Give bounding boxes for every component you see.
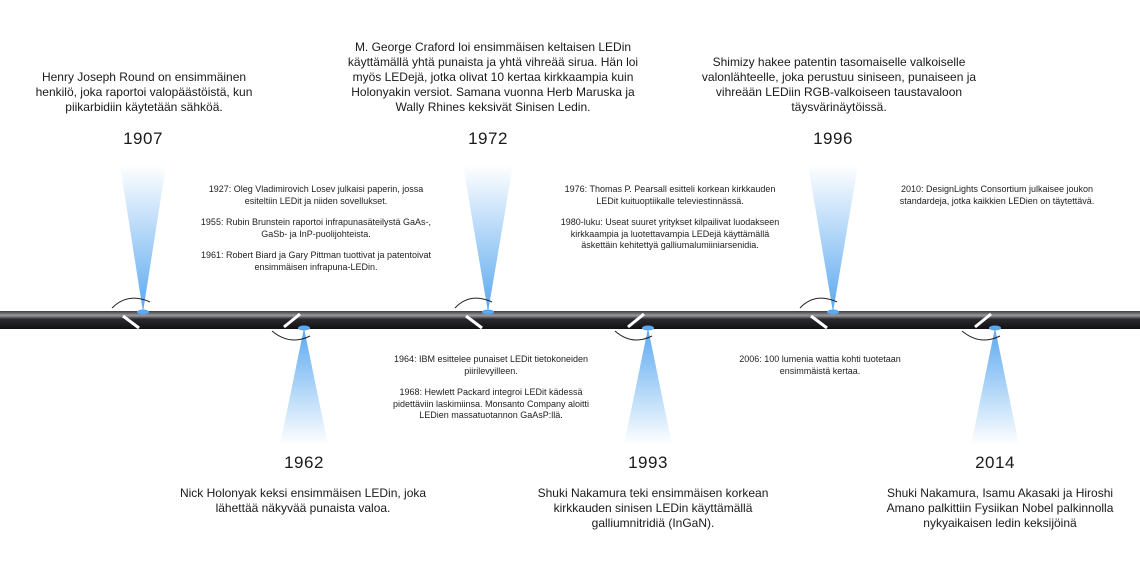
timeline-bar [0,311,1140,329]
event-2014-text: Shuki Nakamura, Isamu Akasaki ja Hiroshi Amano palkittiin Fysiikan Nobel palkinnolla nykyaikaisen ledin keksijöinä [886,486,1114,530]
year-1962: 1962 [284,453,324,472]
event-1962-text: Nick Holonyak keksi ensimmäisen LEDin, joka lähettää näkyvää punaista valoa. [179,486,427,515]
note: 1968: Hewlett Packard integroi LEDit kädessä pidettäviin laskimiinsa. Monsanto Company aloitti LEDien massatuotannon GaAsP:llä. [392,387,590,420]
event-1972-text: M. George Craford loi ensimmäisen keltaisen LEDin käyttämällä yhtä punaista ja yhtä vihreää sirua. Hän loi myös LEDejä, jotka olivat 10 kertaa kirkkaampia kuin Holonyakin versiot. Samana vuonna Herb Maruska ja Wally Rhines keksivät Sinisen Ledin. [347,40,639,114]
note: 1980-luku: Useat suuret yritykset kilpailivat luodakseen kirkkaampia ja luotettavampia LEDejä käyttämällä äskettäin kehitettyä galliumalumiiniarsenidia. [560,217,780,250]
note: 1976: Thomas P. Pearsall esitteli korkean kirkkauden LEDit kuituoptiikalle televiestinnässä. [564,184,776,206]
notes-bottom-mid [735,354,905,387]
beam-1907 [120,165,166,312]
event-1993-text: Shuki Nakamura teki ensimmäisen korkean kirkkauden sinisen LEDin käyttämällä galliumnitridiä (InGaN). [537,486,769,530]
note: 1955: Rubin Brunstein raportoi infrapunasäteilystä GaAs-, GaSb- ja InP-puolijohteista. [200,217,432,239]
year-1972: 1972 [468,129,508,148]
event-1996-text: Shimizy hakee patentin tasomaiselle valkoiselle valonlähteelle, joka perustuu siniseen, punaiseen ja vihreään LEDiin RGB-valkoiseen taustavaloon täysvärinäytöissä. [701,55,977,114]
notes-top-mid [558,184,782,262]
year-1993: 1993 [628,453,668,472]
beam-1996 [808,165,858,312]
note: 2006: 100 lumenia wattia kohti tuotetaan ensimmäistä kertaa. [739,354,901,376]
notes-top-left [198,184,434,283]
note: 1927: Oleg Vladimirovich Losev julkaisi paperin, jossa esiteltiin LEDit ja niiden sovellukset. [208,184,424,206]
note: 1964: IBM esittelee punaiset LEDit tietokoneiden piirilevyilleen. [393,354,589,376]
beam-2014 [971,328,1019,445]
year-1907: 1907 [123,129,163,148]
beam-1993 [624,328,672,445]
beam-1962 [280,328,328,445]
year-2014: 2014 [975,453,1015,472]
notes-bottom-left [380,354,602,432]
note: 1961: Robert Biard ja Gary Pittman tuottivat ja patentoivat ensimmäisen infrapuna-LEDin. [200,250,432,272]
note: 2010: DesignLights Consortium julkaisee joukon standardeja, jotka kaikkien LEDien on täytettävä. [899,184,1095,206]
notes-top-right [884,184,1110,217]
year-1996: 1996 [813,129,853,148]
beam-1972 [463,165,513,312]
event-1907-text: Henry Joseph Round on ensimmäinen henkilö, joka raportoi valopäästöistä, kun piikarbidiin käytetään sähköä. [35,70,253,114]
